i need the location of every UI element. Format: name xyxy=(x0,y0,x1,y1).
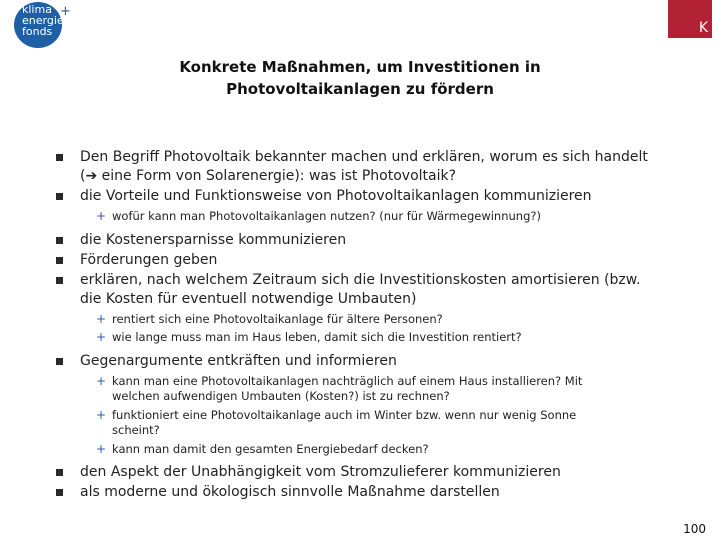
title-line: Konkrete Maßnahmen, um Investitionen in xyxy=(179,58,541,76)
bullet-item xyxy=(80,251,680,270)
bullet-text: Förderungen geben xyxy=(80,251,218,268)
logo-wordmark xyxy=(22,4,82,37)
page-number: 100 xyxy=(683,522,706,536)
bullet-text: wofür kann man Photovoltaikanlagen nutzen? (nur für Wärmegewinnung?) xyxy=(112,209,541,223)
bullet-text: Gegenargumente entkräften und informieren xyxy=(80,352,397,369)
bullet-text: kann man damit den gesamten Energiebedarf decken? xyxy=(112,441,429,456)
bullet-item xyxy=(80,271,680,309)
bullet-text: scheint? xyxy=(112,423,160,437)
slide-title xyxy=(100,56,620,100)
bullet-text: den Aspekt der Unabhängigkeit vom Stromzulieferer kommunizieren xyxy=(80,464,561,480)
logo-line: klima xyxy=(22,3,52,16)
plus-bullet-icon: + xyxy=(96,373,107,388)
bullet-text: kann man eine Photovoltaikanlagen nachträglich auf einem Haus installieren? Mit xyxy=(112,373,583,388)
sub-bullet-item xyxy=(96,209,632,225)
plus-bullet-icon: + xyxy=(96,330,107,344)
sub-bullet-item xyxy=(96,311,632,328)
bullet-text: funktioniert eine Photovoltaikanlage auch im Winter bzw. wenn nur wenig Sonne xyxy=(112,407,577,422)
logo-line: fonds xyxy=(22,25,53,38)
plus-bullet-icon: + xyxy=(96,441,107,456)
bullet-text: die Vorteile und Funktionsweise von Photovoltaikanlagen kommunizieren xyxy=(80,188,592,204)
plus-bullet-icon: + xyxy=(96,209,107,223)
logo-plus: + xyxy=(60,4,71,19)
bullet-item xyxy=(80,187,680,206)
corner-brand-mark: K xyxy=(668,0,712,38)
bullet-text: welchen aufwendigen Umbauten (Kosten?) ist zu rechnen? xyxy=(112,389,450,403)
logo-line: energie xyxy=(22,14,64,27)
bullet-text: die Kosten für eventuell notwendige Umbauten) xyxy=(80,290,417,307)
plus-bullet-icon: + xyxy=(96,407,107,422)
bullet-text: als moderne und ökologisch sinnvolle Maßnahme darstellen xyxy=(80,484,500,500)
bullet-item xyxy=(80,352,680,371)
bullet-item xyxy=(80,231,680,250)
bullet-text: rentiert sich eine Photovoltaikanlage für ältere Personen? xyxy=(112,311,443,326)
sub-bullet-item xyxy=(96,373,632,405)
sub-bullet-item xyxy=(96,407,632,439)
bullet-text: erklären, nach welchem Zeitraum sich die Investitionskosten amortisieren (bzw. xyxy=(80,271,641,288)
bullet-text: (➔ eine Form von Solarenergie): was ist Photovoltaik? xyxy=(80,168,457,184)
bullet-text: die Kostenersparnisse kommunizieren xyxy=(80,231,347,248)
sub-bullet-item xyxy=(96,330,632,346)
bullet-item xyxy=(80,483,680,502)
title-line: Photovoltaikanlagen zu fördern xyxy=(226,80,494,98)
bullet-text: wie lange muss man im Haus leben, damit sich die Investition rentiert? xyxy=(112,330,522,344)
sub-bullet-item xyxy=(96,441,632,458)
bullet-text: Den Begriff Photovoltaik bekannter machen und erklären, worum es sich handelt xyxy=(80,149,648,165)
bullet-item xyxy=(80,463,680,482)
bullet-item xyxy=(80,148,680,186)
plus-bullet-icon: + xyxy=(96,311,107,326)
